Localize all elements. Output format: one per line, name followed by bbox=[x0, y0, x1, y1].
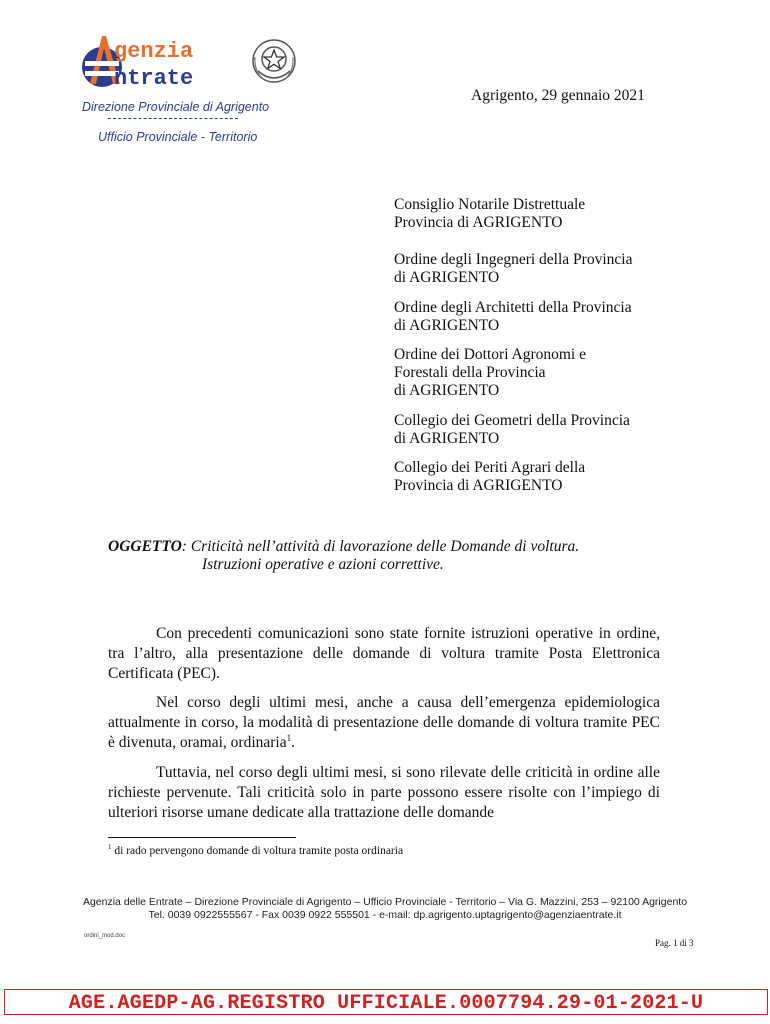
recipient-architetti bbox=[394, 299, 684, 335]
paragraph-text: Nel corso degli ultimi mesi, anche a causa dell’emergenza epidemiologica attualmente in corso, la modalità di presentazione delle domande di voltura tramite PEC è divenuta, oramai, ordinaria bbox=[108, 694, 660, 751]
subject-line2: Istruzioni operative e azioni correttive. bbox=[202, 556, 444, 573]
place-date: Agrigento, 29 gennaio 2021 bbox=[471, 87, 645, 104]
footer-address: Agenzia delle Entrate – Direzione Provinciale di Agrigento – Ufficio Provinciale - Territorio – Via G. Mazzini, 253 – 92100 Agrigento bbox=[82, 896, 688, 908]
recipient-agronomi bbox=[394, 346, 684, 400]
document-filename: ordini_mod.doc bbox=[84, 933, 126, 939]
paragraph-end: . bbox=[291, 734, 295, 751]
logo-text-bottom: ntrate bbox=[114, 66, 194, 90]
recipient-line: Provincia di AGRIGENTO bbox=[394, 477, 563, 494]
logo-text-top: genzia bbox=[114, 39, 194, 64]
recipient-line: Collegio dei Geometri della Provincia bbox=[394, 412, 630, 429]
recipient-ingegneri bbox=[394, 251, 684, 287]
direction-name: Direzione Provinciale di Agrigento bbox=[82, 100, 270, 114]
recipient-periti-agrari bbox=[394, 459, 684, 495]
recipient-line: Ordine degli Ingegneri della Provincia bbox=[394, 251, 633, 268]
logo-graphic bbox=[76, 34, 248, 90]
page-number: Pag. 1 di 3 bbox=[655, 938, 694, 948]
recipient-geometri bbox=[394, 412, 684, 448]
protocol-stamp bbox=[4, 989, 768, 1015]
recipient-line: Consiglio Notarile Distrettuale bbox=[394, 196, 586, 213]
recipient-line: di AGRIGENTO bbox=[394, 382, 500, 399]
office-name: Ufficio Provinciale - Territorio bbox=[98, 130, 258, 144]
footer-contacts: Tel. 0039 0922555567 - Fax 0039 0922 555501 - e-mail: dp.agrigento.uptagrigento@agenziaentrate.it bbox=[148, 909, 622, 921]
footnote-number: 1 bbox=[108, 843, 112, 852]
agenzia-entrate-logo bbox=[76, 34, 248, 90]
recipient-line: Ordine degli Architetti della Provincia bbox=[394, 299, 632, 316]
subject-label: OGGETTO bbox=[108, 538, 182, 555]
header-divider bbox=[108, 118, 238, 119]
emblem-icon bbox=[250, 37, 298, 85]
republic-emblem bbox=[250, 37, 298, 85]
recipient-line: di AGRIGENTO bbox=[394, 269, 500, 286]
subject-line1: : Criticità nell’attività di lavorazione delle Domande di voltura. bbox=[181, 538, 580, 555]
footnote-divider bbox=[108, 837, 296, 838]
protocol-number: AGE.AGEDP-AG.REGISTRO UFFICIALE.0007794.29-01-2021-U bbox=[68, 992, 704, 1015]
recipient-line: di AGRIGENTO bbox=[394, 430, 500, 447]
recipient-notarile bbox=[394, 196, 684, 232]
recipient-line: di AGRIGENTO bbox=[394, 317, 500, 334]
recipient-line: Collegio dei Periti Agrari della bbox=[394, 459, 586, 476]
footnote-text: di rado pervengono domande di voltura tramite posta ordinaria bbox=[114, 845, 404, 857]
paragraph-text: Tuttavia, nel corso degli ultimi mesi, si sono rilevate delle criticità in ordine alle richieste pervenute. Tali criticità solo in parte possono essere risolte con l’impiego di ulteriori risorse umane dedicate alla trattazione delle domande bbox=[108, 764, 660, 821]
footnote bbox=[108, 845, 403, 857]
recipient-line: Ordine dei Dottori Agronomi e bbox=[394, 346, 586, 363]
subject-block bbox=[108, 538, 660, 574]
footnote-reference: 1 bbox=[286, 732, 292, 743]
body-paragraph-1 bbox=[108, 624, 660, 684]
body-paragraph-2 bbox=[108, 693, 660, 753]
body-paragraph-3 bbox=[108, 763, 660, 823]
recipient-line: Forestali della Provincia bbox=[394, 364, 546, 381]
recipient-line: Provincia di AGRIGENTO bbox=[394, 214, 563, 231]
paragraph-text: Con precedenti comunicazioni sono state fornite istruzioni operative in ordine, tra l’altro, alla presentazione delle domande di voltura tramite Posta Elettronica Certificata (PEC). bbox=[108, 625, 660, 682]
